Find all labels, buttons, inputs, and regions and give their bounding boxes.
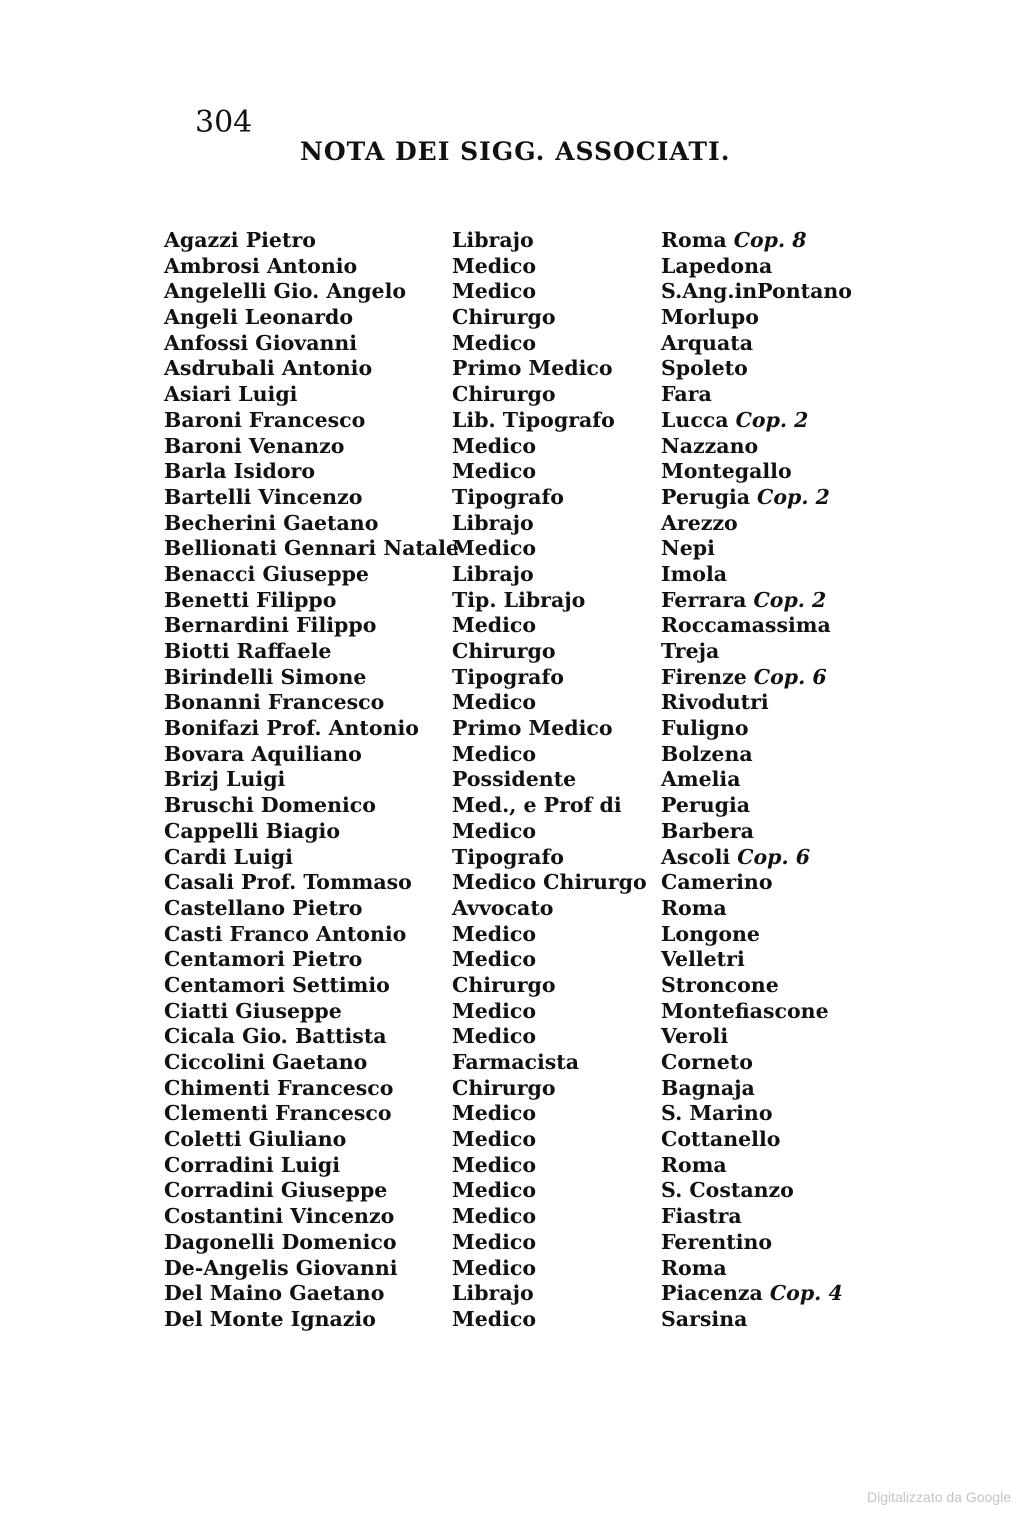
place-name: Spoleto [661,356,748,381]
subscriber-place [661,536,715,562]
subscriber-place [661,408,808,434]
place-name: Barbera [661,818,754,843]
subscriber-name: Birindelli Simone [164,664,367,689]
subscriber-place [661,1256,727,1282]
place-name: Longone [661,921,760,946]
subscriber-place [661,1076,755,1102]
subscriber-name: Cappelli Biagio [164,818,341,843]
subscriber-name: Costantini Vincenzo [164,1204,395,1229]
subscriber-name: Casali Prof. Tommaso [164,870,412,895]
subscriber-place [661,922,760,948]
place-name: Nazzano [661,433,759,458]
subscriber-place [661,1307,747,1333]
subscriber-profession: Medico [452,433,537,458]
subscriber-profession: Medico [452,459,537,484]
subscriber-place [661,1101,773,1127]
subscriber-name: Angeli Leonardo [164,305,354,330]
copies-count: Cop. 4 [769,1281,843,1306]
subscriber-profession: Medico [452,1101,537,1126]
place-name: Stroncone [661,972,779,997]
subscriber-row [164,690,884,716]
subscriber-name: Ciatti Giuseppe [164,998,342,1023]
subscriber-row [164,896,884,922]
subscriber-name: Ciccolini Gaetano [164,1050,368,1074]
subscriber-place [661,613,831,639]
subscriber-profession: Librajo [452,561,534,586]
place-name: Roma [661,1255,727,1280]
subscriber-name: Castellano Pietro [164,895,363,920]
place-name: Montegallo [661,459,792,484]
subscriber-profession: Farmacista [452,1050,580,1074]
subscriber-row [164,356,884,382]
place-name: Imola [661,561,728,586]
place-name: Velletri [661,947,745,972]
subscriber-row [164,1024,884,1050]
subscriber-name: Centamori Pietro [164,947,363,972]
copies-count: Cop. 2 [757,484,830,509]
subscriber-row [164,434,884,460]
subscriber-place [661,485,830,511]
place-name: S.Ang.inPontano [661,279,852,304]
subscriber-name: Brizj Luigi [164,767,286,792]
subscriber-place [661,973,779,999]
subscriber-row [164,485,884,511]
subscriber-place [661,434,758,460]
subscriber-name: Becherini Gaetano [164,510,379,535]
subscriber-name: Corradini Giuseppe [164,1178,388,1203]
place-name: Fiastra [661,1204,742,1229]
subscriber-profession: Medico [452,279,537,304]
subscriber-name: Bartelli Vincenzo [164,484,363,509]
subscriber-row [164,408,884,434]
subscriber-row [164,1127,884,1153]
subscriber-row [164,511,884,537]
subscriber-name: Casti Franco Antonio [164,921,407,946]
subscriber-name: Bonanni Francesco [164,690,385,715]
subscriber-name: Anfossi Giovanni [164,330,358,355]
subscriber-row [164,228,884,254]
subscriber-profession: Medico [452,1178,537,1203]
subscriber-name: Clementi Francesco [164,1101,392,1126]
subscriber-row [164,1178,884,1204]
subscriber-place [661,793,750,819]
copies-count: Cop. 6 [737,844,811,869]
subscriber-profession: Chirurgo [452,1075,556,1100]
subscriber-profession: Medico [452,536,537,561]
subscriber-row [164,819,884,845]
subscriber-row [164,382,884,408]
subscriber-place [661,382,712,408]
subscriber-name: Asiari Luigi [164,382,298,407]
subscriber-name: Corradini Luigi [164,1152,341,1177]
subscriber-profession: Medico [452,1024,537,1049]
subscriber-profession: Primo Medico [452,356,613,381]
subscriber-row [164,973,884,999]
subscriber-name: Cardi Luigi [164,844,293,869]
place-name: Fara [661,382,712,407]
subscriber-profession: Librajo [452,1281,534,1306]
place-name: Roma [661,228,727,252]
page-number: 304 [195,105,253,140]
subscriber-place [661,845,810,871]
subscriber-profession: Medico [452,1306,537,1331]
subscriber-name: Bruschi Domenico [164,793,376,818]
subscriber-place [661,947,745,973]
subscriber-name: Cicala Gio. Battista [164,1024,387,1049]
subscriber-place [661,870,773,896]
place-name: Veroli [661,1024,729,1049]
subscriber-place [661,1127,780,1153]
subscriber-profession: Medico [452,1255,537,1280]
subscriber-profession: Medico [452,921,537,946]
subscriber-row [164,1076,884,1102]
place-name: Roma [661,1152,727,1177]
subscriber-name: Ambrosi Antonio [164,253,358,278]
subscriber-place [661,1178,794,1204]
subscriber-place [661,356,748,382]
subscriber-name: Baroni Venanzo [164,433,345,458]
place-name: Cottanello [661,1127,781,1152]
subscriber-profession: Medico [452,330,537,355]
subscriber-name: Benetti Filippo [164,587,337,612]
place-name: Ascoli [661,844,731,869]
place-name: Treja [661,639,720,663]
subscriber-place [661,331,753,357]
subscriber-profession: Tipografo [452,484,564,509]
place-name: Rivodutri [661,690,769,715]
subscriber-name: Bellionati Gennari Natale [164,536,459,561]
subscriber-place [661,588,826,614]
subscriber-place [661,1050,753,1076]
subscriber-place [661,1153,727,1179]
subscriber-row [164,767,884,793]
subscriber-profession: Medico Chirurgo [452,870,647,895]
subscriber-row [164,1256,884,1282]
subscriber-row [164,459,884,485]
subscriber-profession: Medico [452,253,537,278]
place-name: Perugia [661,793,751,818]
place-name: Bagnaja [661,1075,755,1100]
subscriber-name: Chimenti Francesco [164,1075,394,1100]
subscriber-name: Bernardini Filippo [164,613,377,638]
subscriber-profession: Medico [452,1204,537,1229]
place-name: S. Marino [661,1101,773,1126]
subscriber-place [661,665,827,691]
subscriber-name: Bovara Aquiliano [164,741,362,766]
subscriber-place [661,716,749,742]
place-name: Fuligno [661,716,749,741]
subscriber-place [661,459,792,485]
place-name: Roccamassima [661,613,831,638]
subscriber-row [164,1050,884,1076]
subscriber-place [661,999,829,1025]
copies-count: Cop. 8 [733,228,807,252]
place-name: Lucca [661,407,729,432]
subscriber-row [164,922,884,948]
subscriber-name: Centamori Settimio [164,972,390,997]
copies-count: Cop. 2 [735,407,809,432]
subscriber-place [661,1230,772,1256]
subscriber-profession: Tipografo [452,664,564,689]
subscriber-profession: Medico [452,1152,537,1177]
subscriber-list [164,228,884,1333]
subscriber-place [661,639,719,665]
place-name: Perugia [661,484,751,509]
subscriber-profession: Medico [452,947,537,972]
subscriber-row [164,1153,884,1179]
subscriber-row [164,588,884,614]
subscriber-row [164,716,884,742]
subscriber-profession: Med., e Prof di [452,793,622,818]
subscriber-name: Biotti Raffaele [164,639,332,663]
subscriber-row [164,536,884,562]
place-name: Roma [661,895,727,920]
subscriber-place [661,305,759,331]
place-name: S. Costanzo [661,1178,794,1203]
subscriber-place [661,767,741,793]
subscriber-name: Angelelli Gio. Angelo [164,279,407,304]
subscriber-name: Asdrubali Antonio [164,356,373,381]
copies-count: Cop. 2 [753,587,827,612]
subscriber-row [164,562,884,588]
place-name: Amelia [661,767,741,792]
subscriber-place [661,896,727,922]
place-name: Bolzena [661,741,753,766]
page-title: NOTA DEI SIGG. ASSOCIATI. [300,137,731,166]
subscriber-place [661,1281,843,1307]
subscriber-profession: Medico [452,741,537,766]
subscriber-place [661,819,754,845]
subscriber-row [164,639,884,665]
subscriber-profession: Chirurgo [452,382,556,407]
place-name: Arquata [661,330,753,355]
subscriber-profession: Chirurgo [452,972,556,997]
subscriber-place [661,254,772,280]
subscriber-profession: Medico [452,818,537,843]
subscriber-place [661,279,852,305]
subscriber-name: Agazzi Pietro [164,228,316,252]
subscriber-profession: Possidente [452,767,577,792]
subscriber-row [164,331,884,357]
subscriber-profession: Chirurgo [452,639,556,663]
subscriber-row [164,999,884,1025]
subscriber-profession: Primo Medico [452,716,613,741]
subscriber-profession: Tipografo [452,844,564,869]
subscriber-row [164,793,884,819]
subscriber-name: Del Monte Ignazio [164,1306,376,1331]
subscriber-row [164,1281,884,1307]
subscriber-row [164,742,884,768]
place-name: Piacenza [661,1281,763,1306]
place-name: Lapedona [661,253,773,278]
subscriber-row [164,613,884,639]
place-name: Morlupo [661,305,759,330]
place-name: Sarsina [661,1306,748,1331]
subscriber-profession: Lib. Tipografo [452,407,615,432]
subscriber-place [661,690,769,716]
subscriber-name: Dagonelli Domenico [164,1229,397,1254]
place-name: Arezzo [661,510,738,535]
subscriber-row [164,1204,884,1230]
subscriber-row [164,305,884,331]
subscriber-row [164,254,884,280]
subscriber-row [164,279,884,305]
subscriber-place [661,1204,742,1230]
subscriber-place [661,562,727,588]
copies-count: Cop. 6 [753,664,827,689]
subscriber-profession: Medico [452,998,537,1023]
subscriber-profession: Avvocato [452,895,554,920]
subscriber-name: Bonifazi Prof. Antonio [164,716,419,741]
subscriber-profession: Chirurgo [452,305,556,330]
subscriber-row [164,1230,884,1256]
place-name: Camerino [661,870,773,895]
subscriber-row [164,1307,884,1333]
place-name: Ferrara [661,587,747,612]
place-name: Corneto [661,1050,753,1074]
subscriber-row [164,870,884,896]
place-name: Ferentino [661,1229,773,1254]
subscriber-profession: Medico [452,1229,537,1254]
subscriber-name: Barla Isidoro [164,459,316,484]
subscriber-row [164,947,884,973]
subscriber-name: Benacci Giuseppe [164,561,369,586]
subscriber-profession: Medico [452,690,537,715]
subscriber-profession: Medico [452,1127,537,1152]
subscriber-place [661,228,807,254]
subscriber-row [164,665,884,691]
subscriber-name: Coletti Giuliano [164,1127,347,1152]
subscriber-profession: Tip. Librajo [452,587,586,612]
subscriber-place [661,742,753,768]
subscriber-place [661,511,738,537]
subscriber-place [661,1024,728,1050]
digitization-watermark: Digitalizzato da Google [867,1489,1011,1505]
place-name: Firenze [661,664,747,689]
subscriber-profession: Medico [452,613,537,638]
subscriber-name: De-Angelis Giovanni [164,1255,398,1280]
subscriber-row [164,1101,884,1127]
place-name: Montefiascone [661,998,829,1023]
subscriber-profession: Librajo [452,510,534,535]
subscriber-name: Del Maino Gaetano [164,1281,385,1306]
subscriber-row [164,845,884,871]
subscriber-profession: Librajo [452,228,534,252]
subscriber-name: Baroni Francesco [164,407,366,432]
place-name: Nepi [661,536,715,561]
